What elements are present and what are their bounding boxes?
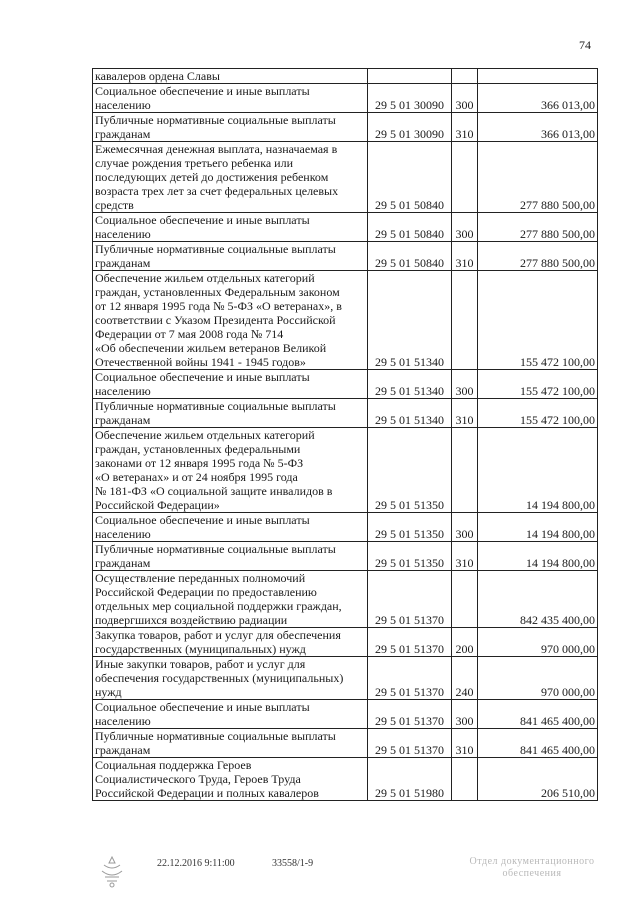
amount-cell: 970 000,00 [478,628,598,657]
amount-cell: 14 194 800,00 [478,428,598,513]
table-row [93,542,598,571]
table-row [93,700,598,729]
expense-type-code-cell: 240 [452,657,478,700]
target-article-code-cell: 29 5 01 51370 [368,571,452,628]
expense-name-cell: Обеспечение жильем отдельных категорий граждан, установленных Федеральным законом от 12 января 1995 года № 5-ФЗ «О ветеранах», в соответствии с Указом Президента Российской Федерации от 7 мая 2008 года № 714 «Об обеспечении жильем ветеранов Великой Отечественной войны 1941 - 1945 годов» [93,271,368,370]
table-row [93,242,598,271]
amount-cell: 277 880 500,00 [478,213,598,242]
amount-cell: 841 465 400,00 [478,729,598,758]
expense-name-cell: Социальное обеспечение и иные выплаты населению [93,213,368,242]
expense-name-cell: Публичные нормативные социальные выплаты гражданам [93,113,368,142]
target-article-code-cell: 29 5 01 51370 [368,729,452,758]
page-number: 74 [579,38,591,52]
expense-type-code-cell: 300 [452,213,478,242]
amount-cell [478,69,598,84]
target-article-code-cell: 29 5 01 50840 [368,242,452,271]
page-footer [0,855,640,895]
expense-name-cell: Публичные нормативные социальные выплаты гражданам [93,729,368,758]
target-article-code-cell: 29 5 01 50840 [368,213,452,242]
amount-cell: 206 510,00 [478,758,598,801]
table-row [93,571,598,628]
amount-cell: 970 000,00 [478,657,598,700]
amount-cell: 366 013,00 [478,113,598,142]
target-article-code-cell: 29 5 01 51370 [368,700,452,729]
expense-name-cell: Обеспечение жильем отдельных категорий граждан, установленных федеральными законами от 12 января 1995 года № 5-ФЗ «О ветеранах» и от 24 ноября 1995 года № 181-ФЗ «О социальной защите инвалидов в Российской Федерации» [93,428,368,513]
footer-document-number: 33558/1-9 [272,858,314,869]
expense-type-code-cell: 310 [452,399,478,428]
amount-cell: 366 013,00 [478,84,598,113]
table-row [93,399,598,428]
expense-type-code-cell [452,69,478,84]
table-row [93,428,598,513]
expense-type-code-cell: 310 [452,542,478,571]
expense-name-cell: Осуществление переданных полномочий Российской Федерации по предоставлению отдельных мер социальной поддержки граждан, подвергшихся воздействию радиации [93,571,368,628]
table-row [93,142,598,213]
expense-type-code-cell: 300 [452,84,478,113]
table-row [93,513,598,542]
table-row [93,657,598,700]
target-article-code-cell: 29 5 01 51340 [368,399,452,428]
table-row [93,113,598,142]
amount-cell: 277 880 500,00 [478,142,598,213]
amount-cell: 155 472 100,00 [478,271,598,370]
target-article-code-cell: 29 5 01 51340 [368,271,452,370]
target-article-code-cell: 29 5 01 51980 [368,758,452,801]
expense-type-code-cell: 300 [452,513,478,542]
expense-name-cell: Социальное обеспечение и иные выплаты населению [93,513,368,542]
expense-name-cell: Закупка товаров, работ и услуг для обеспечения государственных (муниципальных) нужд [93,628,368,657]
expense-name-cell: Социальное обеспечение и иные выплаты населению [93,370,368,399]
emblem-icon [98,855,126,889]
expense-type-code-cell: 310 [452,729,478,758]
expense-type-code-cell [452,758,478,801]
expense-type-code-cell [452,571,478,628]
table-row [93,729,598,758]
amount-cell: 155 472 100,00 [478,399,598,428]
expense-name-cell: Публичные нормативные социальные выплаты гражданам [93,399,368,428]
expense-type-code-cell [452,142,478,213]
expense-name-cell: Иные закупки товаров, работ и услуг для обеспечения государственных (муниципальных) нужд [93,657,368,700]
expense-type-code-cell [452,428,478,513]
expense-name-cell: Социальная поддержка Героев Социалистического Труда, Героев Труда Российской Федерации и полных кавалеров [93,758,368,801]
target-article-code-cell: 29 5 01 50840 [368,142,452,213]
footer-date: 22.12.2016 9:11:00 [157,858,235,869]
target-article-code-cell: 29 5 01 30090 [368,113,452,142]
target-article-code-cell: 29 5 01 51370 [368,628,452,657]
expense-name-cell: Социальное обеспечение и иные выплаты населению [93,700,368,729]
table-row [93,271,598,370]
expense-name-cell: кавалеров ордена Славы [93,69,368,84]
department-watermark: Отдел документационного обеспечения [469,856,595,879]
target-article-code-cell: 29 5 01 51350 [368,542,452,571]
budget-table [92,68,598,801]
table-row [93,370,598,399]
amount-cell: 14 194 800,00 [478,542,598,571]
expense-type-code-cell: 300 [452,700,478,729]
table-row [93,69,598,84]
amount-cell: 842 435 400,00 [478,571,598,628]
table-row [93,213,598,242]
expense-type-code-cell: 310 [452,113,478,142]
expense-type-code-cell: 310 [452,242,478,271]
expense-type-code-cell [452,271,478,370]
expense-type-code-cell: 300 [452,370,478,399]
table-row [93,758,598,801]
target-article-code-cell: 29 5 01 51350 [368,428,452,513]
target-article-code-cell: 29 5 01 30090 [368,84,452,113]
target-article-code-cell: 29 5 01 51370 [368,657,452,700]
expense-name-cell: Публичные нормативные социальные выплаты гражданам [93,542,368,571]
target-article-code-cell [368,69,452,84]
target-article-code-cell: 29 5 01 51350 [368,513,452,542]
target-article-code-cell: 29 5 01 51340 [368,370,452,399]
amount-cell: 14 194 800,00 [478,513,598,542]
expense-name-cell: Публичные нормативные социальные выплаты гражданам [93,242,368,271]
expense-name-cell: Социальное обеспечение и иные выплаты населению [93,84,368,113]
expense-name-cell: Ежемесячная денежная выплата, назначаемая в случае рождения третьего ребенка или последующих детей до достижения ребенком возраста трех лет за счет федеральных целевых средств [93,142,368,213]
table-row [93,84,598,113]
amount-cell: 841 465 400,00 [478,700,598,729]
table-row [93,628,598,657]
amount-cell: 277 880 500,00 [478,242,598,271]
expense-type-code-cell: 200 [452,628,478,657]
budget-table-body [93,69,598,801]
amount-cell: 155 472 100,00 [478,370,598,399]
